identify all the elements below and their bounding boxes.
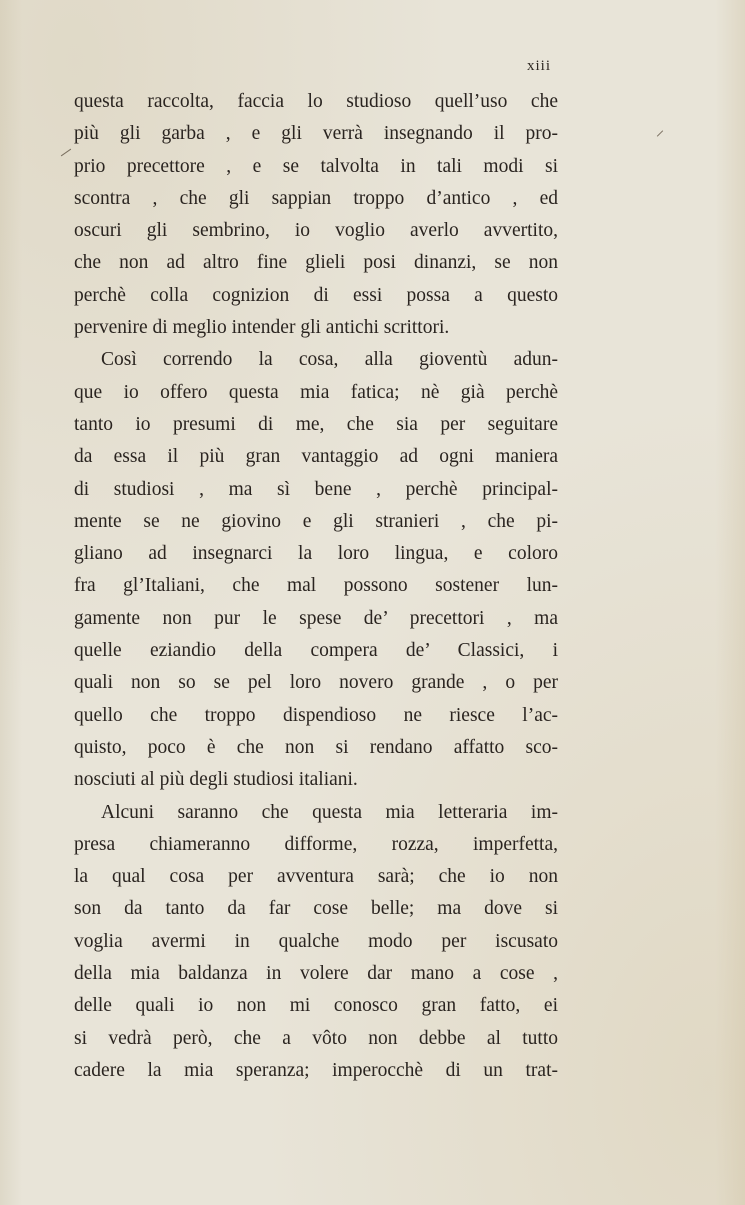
text-line: tanto io presumi di me, che sia per seguitare <box>74 413 558 435</box>
text-line: delle quali io non mi conosco gran fatto, ei <box>74 995 558 1017</box>
text-line: che non ad altro fine glieli posi dinanzi, se non <box>74 252 558 274</box>
text-line: quello che troppo dispendioso ne riesce l’ac- <box>74 704 558 726</box>
margin-mark <box>657 130 663 136</box>
text-line: que io offero questa mia fatica; nè già perchè <box>74 381 558 403</box>
text-line: si vedrà però, che a vôto non debbe al tutto <box>74 1027 558 1049</box>
text-line: scontra , che gli sappian troppo d’antico , ed <box>74 187 558 209</box>
text-line: prio precettore , e se talvolta in tali modi si <box>74 155 558 177</box>
text-line: più gli garba , e gli verrà insegnando il pro- <box>74 123 558 145</box>
text-line: presa chiameranno difforme, rozza, imperfetta, <box>74 833 558 855</box>
text-line: questa raccolta, faccia lo studioso quell’uso che <box>74 91 558 112</box>
text-line: Alcuni saranno che questa mia letteraria im- <box>101 801 558 823</box>
body-text <box>74 86 558 1087</box>
text-line: quisto, poco è che non si rendano affatto sco- <box>74 736 558 758</box>
text-line: son da tanto da far cose belle; ma dove si <box>74 898 558 920</box>
text-line: della mia baldanza in volere dar mano a cose , <box>74 963 558 985</box>
text-line: oscuri gli sembrino, io voglio averlo avvertito, <box>74 220 558 242</box>
text-line: la qual cosa per avventura sarà; che io non <box>74 866 558 888</box>
text-line: quali non so se pel loro novero grande , o per <box>74 672 558 694</box>
text-line: pervenire di meglio intender gli antichi scrittori. <box>74 317 450 339</box>
text-line: da essa il più gran vantaggio ad ogni maniera <box>74 446 558 468</box>
text-line: Così correndo la cosa, alla gioventù adun- <box>101 349 558 371</box>
text-line: quelle eziandio della compera de’ Classici, i <box>74 640 558 662</box>
text-line: gamente non pur le spese de’ precettori , ma <box>74 607 558 629</box>
text-line: voglia avermi in qualche modo per iscusato <box>74 930 558 952</box>
text-line: gliano ad insegnarci la loro lingua, e coloro <box>74 543 558 565</box>
text-line: mente se ne giovino e gli stranieri , che pi- <box>74 510 558 532</box>
page-number: xiii <box>527 58 552 74</box>
text-line: perchè colla cognizion di essi possa a questo <box>74 284 558 306</box>
text-line: fra gl’Italiani, che mal possono sostener lun- <box>74 575 558 597</box>
text-line: nosciuti al più degli studiosi italiani. <box>74 769 358 791</box>
text-line: di studiosi , ma sì bene , perchè principal- <box>74 478 558 500</box>
margin-mark <box>61 149 71 157</box>
text-line: cadere la mia speranza; imperocchè di un trat- <box>74 1059 558 1081</box>
